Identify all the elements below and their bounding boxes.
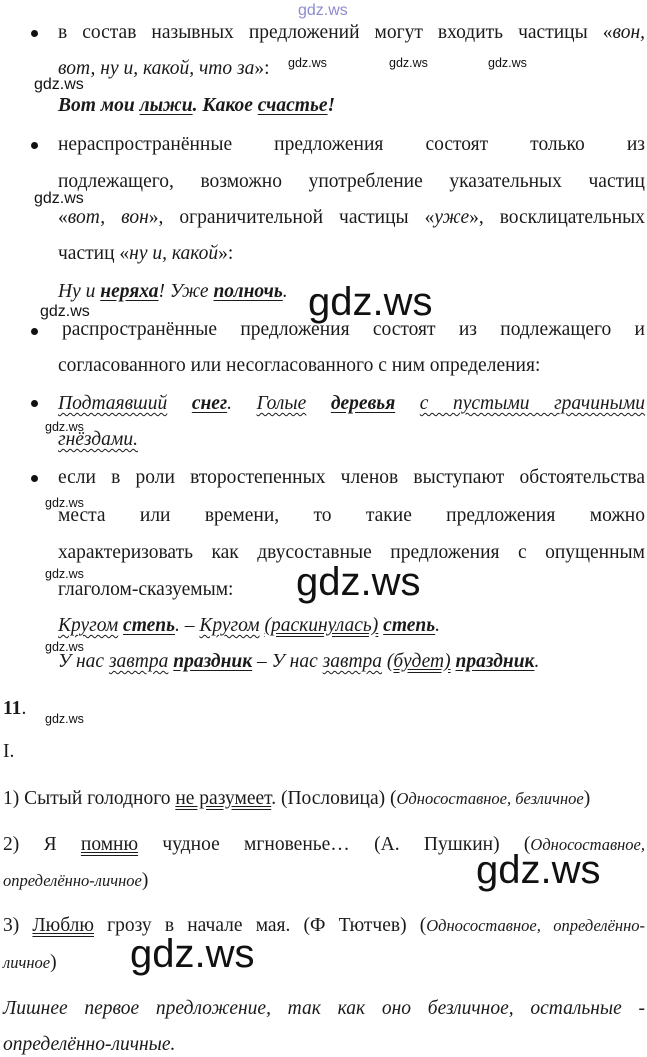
bullet-text: подлежащего, возможно употребление указательных частиц — [58, 171, 645, 192]
watermark: gdz.ws — [298, 2, 348, 19]
conclusion: определённо-личные. — [3, 1034, 176, 1055]
list-item-continuation: личное) — [3, 952, 57, 973]
bullet-dot — [31, 400, 38, 407]
bullet-dot — [31, 30, 38, 37]
bullet-dot — [31, 142, 38, 149]
watermark: gdz.ws — [45, 712, 84, 726]
example-sentence: Подтаявший снег. Голые деревья с пустыми грачиными — [58, 393, 646, 414]
conclusion: Лишнее первое предложение, так как оно безличное, остальные - — [3, 998, 645, 1019]
example-sentence: Ну и неряха! Уже полночь. — [58, 281, 288, 302]
bullet-dot — [31, 328, 38, 335]
watermark: gdz.ws — [488, 56, 527, 70]
watermark: gdz.ws — [34, 190, 84, 207]
watermark: gdz.ws — [45, 496, 84, 510]
example-sentence: У нас завтра праздник – У нас завтра (будет) праздник. — [58, 651, 540, 672]
bullet-text: «вот, вон», ограничительной частицы «уже», восклицательных — [58, 207, 645, 228]
bullet-text: в состав назывных предложений могут входить частицы «вон, — [58, 22, 645, 43]
part-label: I. — [3, 741, 15, 762]
example-sentence: гнёздами. — [58, 429, 138, 450]
watermark: gdz.ws — [308, 280, 433, 324]
example-sentence: Вот мои лыжи. Какое счастье! — [58, 95, 336, 116]
bullet-text: глаголом-сказуемым: — [58, 579, 234, 600]
bullet-text: вот, ну и, какой, что за»: — [58, 58, 270, 79]
watermark: gdz.ws — [45, 567, 84, 581]
bullet-dot — [31, 475, 38, 482]
watermark: gdz.ws — [45, 640, 84, 654]
bullet-text: распространённые предложения состоят из подлежащего и — [62, 319, 645, 340]
watermark: gdz.ws — [389, 56, 428, 70]
watermark: gdz.ws — [296, 560, 421, 604]
watermark: gdz.ws — [40, 303, 90, 320]
bullet-text: если в роли второстепенных членов выступают обстоятельства — [58, 467, 645, 488]
watermark: gdz.ws — [288, 56, 327, 70]
bullet-text: согласованного или несогласованного с ним определения: — [58, 355, 541, 376]
watermark: gdz.ws — [476, 848, 601, 892]
example-sentence: Кругом степь. – Кругом (раскинулась) степь. — [58, 615, 441, 636]
bullet-text: места или времени, то такие предложения можно — [58, 505, 645, 526]
bullet-text: нераспространённые предложения состоят только из — [58, 134, 645, 155]
list-item-continuation: определённо-личное) — [3, 870, 149, 891]
bullet-text: частиц «ну и, какой»: — [58, 243, 234, 264]
watermark: gdz.ws — [34, 76, 84, 93]
task-number: 11. — [3, 698, 27, 719]
list-item: 1) Сытый голодного не разумеет. (Пословица) (Односоставное, безличное) — [3, 788, 591, 809]
bullet-text: характеризовать как двусоставные предложения с опущенным — [58, 542, 645, 563]
watermark: gdz.ws — [45, 420, 84, 434]
list-item: 3) Люблю грозу в начале мая. (Ф Тютчев) (Односоставное, определённо- — [3, 915, 646, 936]
watermark: gdz.ws — [130, 932, 255, 976]
list-item: 2) Я помню чудное мгновенье… (А. Пушкин) (Односоставное, — [3, 834, 646, 855]
